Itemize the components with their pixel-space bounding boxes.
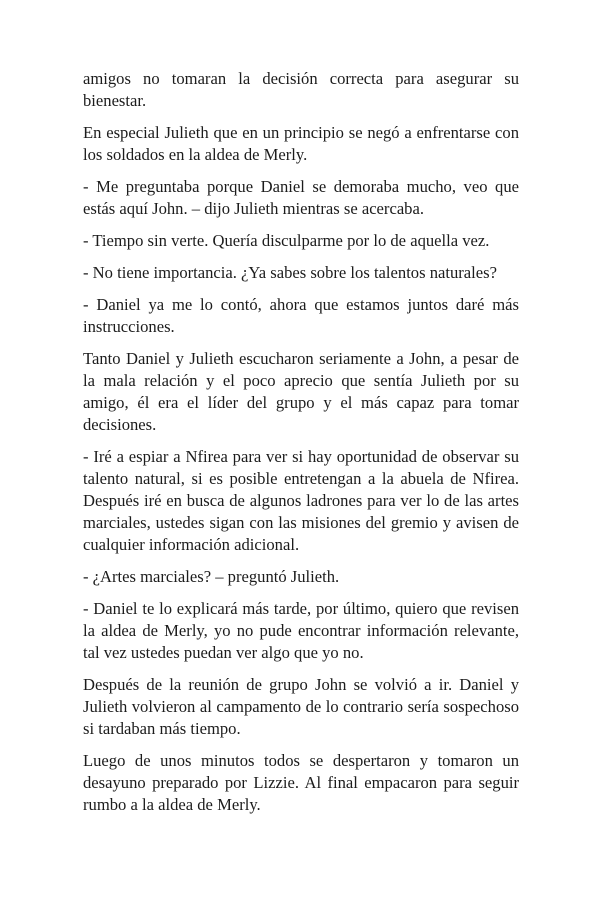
dialogue-line: - No tiene importancia. ¿Ya sabes sobre los talentos naturales? [83,263,497,282]
paragraph: Luego de unos minutos todos se despertaron y tomaron un desayuno preparado por Lizzie. Al final empacaron para seguir rumbo a la aldea de Merly. [83,751,519,814]
page-body [83,68,519,826]
dialogue-line: - ¿Artes marciales? – preguntó Julieth. [83,567,340,586]
dialogue-line: - Daniel te lo explicará más tarde, por último, quiero que revisen la aldea de Merly, yo no pude encontrar información relevante, tal vez ustedes puedan ver algo que yo no. [83,599,519,662]
paragraph: En especial Julieth que en un principio se negó a enfrentarse con los soldados en la aldea de Merly. [83,123,519,164]
paragraph: Después de la reunión de grupo John se volvió a ir. Daniel y Julieth volvieron al campamento de lo contrario sería sospechoso si tardaban más tiempo. [83,675,519,738]
paragraph: Tanto Daniel y Julieth escucharon seriamente a John, a pesar de la mala relación y el poco aprecio que sentía Julieth por su amigo, él era el líder del grupo y el más capaz para tomar decisiones. [83,349,519,434]
dialogue-line: - Tiempo sin verte. Quería disculparme por lo de aquella vez. [83,231,490,250]
dialogue-line: - Me preguntaba porque Daniel se demoraba mucho, veo que estás aquí John. – dijo Julieth mientras se acercaba. [83,177,519,218]
paragraph: amigos no tomaran la decisión correcta para asegurar su bienestar. [83,69,519,110]
dialogue-line: - Iré a espiar a Nfirea para ver si hay oportunidad de observar su talento natural, si es posible entretengan a la abuela de Nfirea. Después iré en busca de algunos ladrones para ver lo de las artes marciales, ustedes sigan con las misiones del gremio y avisen de cualquier información adicional. [83,447,519,554]
dialogue-line: - Daniel ya me lo contó, ahora que estamos juntos daré más instrucciones. [83,295,519,336]
